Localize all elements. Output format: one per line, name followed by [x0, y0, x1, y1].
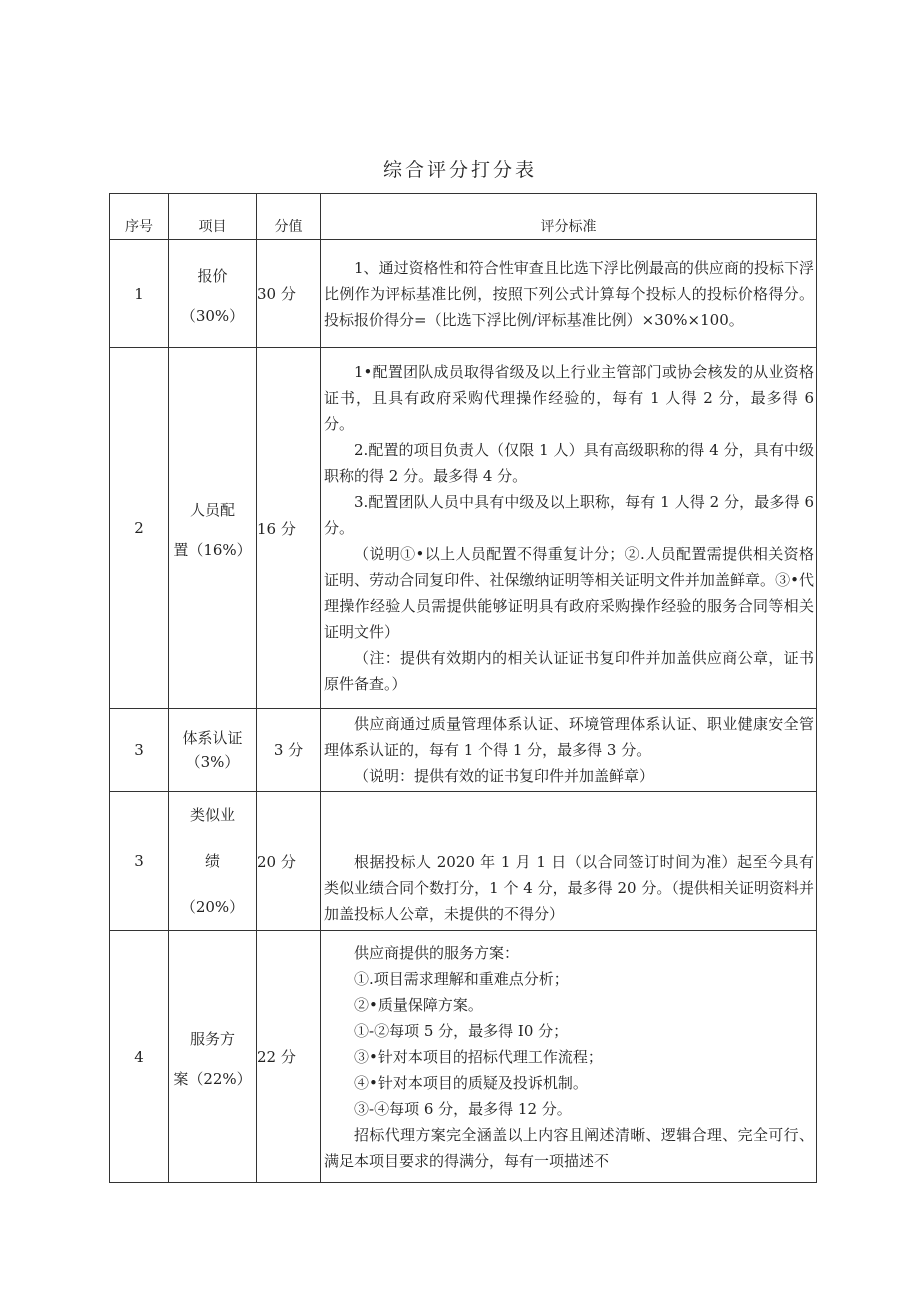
page-title: 综合评分打分表 — [382, 159, 537, 181]
row-no: 3 — [110, 709, 169, 792]
row-criteria: 根据投标人 2020 年 1 月 1 日（以合同签订时间为准）起至今具有类似业绩合同个数打分，1 个 4 分，最多得 20 分。（提供相关证明资料并加盖投标人公章，未提供的不得分） — [321, 792, 817, 931]
row-item: 人员配 置（16%） — [169, 348, 257, 709]
row-item: 服务方 案（22%） — [169, 931, 257, 1183]
table-row — [110, 931, 817, 1183]
row-item: 体系认证 （3%） — [169, 709, 257, 792]
row-score: 20 分 — [257, 792, 321, 931]
scoring-table — [109, 193, 817, 1183]
row-criteria: 供应商提供的服务方案： ①.项目需求理解和重难点分析； ②•质量保障方案。 ①-②每项 5 分，最多得 I0 分； ③•针对本项目的招标代理工作流程； ④•针对本项目的质疑及投诉机制。 ③-④每项 6 分，最多得 12 分。 招标代理方案完全涵盖以上内容且阐述清晰、逻辑合理、完全可行、满足本项目要求的得满分，每有一项描述不 — [321, 931, 817, 1183]
row-no: 4 — [110, 931, 169, 1183]
row-criteria: 1、通过资格性和符合性审查且比选下浮比例最高的供应商的投标下浮比例作为评标基准比例，按照下列公式计算每个投标人的投标价格得分。投标报价得分=（比选下浮比例/评标基准比例）×30%×100。 — [321, 240, 817, 348]
row-score: 30 分 — [257, 240, 321, 348]
table-row — [110, 792, 817, 931]
header-criteria: 评分标准 — [321, 194, 817, 240]
table-header-row — [110, 194, 817, 240]
row-item: 类似业 绩 （20%） — [169, 792, 257, 931]
row-item: 报价 （30%） — [169, 240, 257, 348]
header-score: 分值 — [257, 194, 321, 240]
row-no: 2 — [110, 348, 169, 709]
row-no: 3 — [110, 792, 169, 931]
header-item: 项目 — [169, 194, 257, 240]
row-criteria: 1•配置团队成员取得省级及以上行业主管部门或协会核发的从业资格证书，且具有政府采购代理操作经验的，每有 1 人得 2 分，最多得 6 分。 2.配置的项目负责人（仅限 1 人）具有高级职称的得 4 分，具有中级职称的得 2 分。最多得 4 分。 3.配置团队人员中具有中级及以上职称，每有 1 人得 2 分，最多得 6 分。 （说明①•以上人员配置不得重复计分；②.人员配置需提供相关资格证明、劳动合同复印件、社保缴纳证明等相关证明文件并加盖鲜章。③•代理操作经验人员需提供能够证明具有政府采购操作经验的服务合同等相关证明文件） （注：提供有效期内的相关认证证书复印件并加盖供应商公章，证书原件备查。） — [321, 348, 817, 709]
table-row — [110, 240, 817, 348]
row-score: 3 分 — [257, 709, 321, 792]
row-score: 22 分 — [257, 931, 321, 1183]
header-no: 序号 — [110, 194, 169, 240]
table-row — [110, 709, 817, 792]
table-row — [110, 348, 817, 709]
row-criteria: 供应商通过质量管理体系认证、环境管理体系认证、职业健康安全管理体系认证的，每有 1 个得 1 分，最多得 3 分。 （说明：提供有效的证书复印件并加盖鲜章） — [321, 709, 817, 792]
row-no: 1 — [110, 240, 169, 348]
row-score: 16 分 — [257, 348, 321, 709]
